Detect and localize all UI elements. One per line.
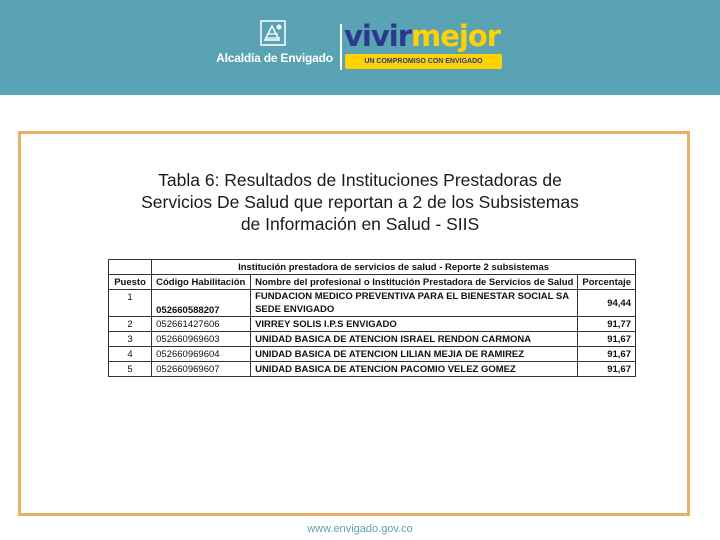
table-row [109,317,636,332]
cell-nombre: UNIDAD BASICA DE ATENCION PACOMIO VELEZ GOMEZ [251,362,578,377]
table-row [109,332,636,347]
cell-puesto: 3 [109,332,152,347]
cell-codigo: 052660588207 [152,290,251,317]
vivir-word: vivir [344,19,411,53]
caption-spacer [109,260,152,275]
table-row [109,362,636,377]
cell-puesto: 1 [109,290,152,317]
cell-puesto: 5 [109,362,152,377]
cell-nombre: FUNDACION MEDICO PREVENTIVA PARA EL BIENESTAR SOCIAL SA SEDE ENVIGADO [251,290,578,317]
vivir-mejor-logo [344,20,504,72]
results-table [108,259,636,377]
cell-nombre: UNIDAD BASICA DE ATENCION LILIAN MEJIA DE RAMIREZ [251,347,578,362]
col-header-codigo: Código Habilitación [152,275,251,290]
cell-nombre: VIRREY SOLIS I.P.S ENVIGADO [251,317,578,332]
table-caption-row [109,260,636,275]
logo-tagline: UN COMPROMISO CON ENVIGADO [345,54,502,69]
col-header-nombre: Nombre del profesional o Institución Prestadora de Servicios de Salud [251,275,578,290]
title-line-3: de Información en Salud - SIIS [240,214,480,234]
col-header-porcentaje: Porcentaje [578,275,636,290]
cell-porcentaje: 91,67 [578,362,636,377]
footer-url[interactable]: www.envigado.gov.co [307,523,413,535]
cell-porcentaje: 91,67 [578,347,636,362]
logo-divider [340,24,342,70]
alcaldia-text: Alcaldía de Envigado [216,51,333,65]
cell-puesto: 2 [109,317,152,332]
table-caption: Institución prestadora de servicios de salud - Reporte 2 subsistemas [152,260,636,275]
alcaldia-logo [212,18,337,73]
cell-codigo: 052661427606 [152,317,251,332]
table-title [70,169,650,235]
table-header-row [109,275,636,290]
cell-porcentaje: 94,44 [578,290,636,317]
cell-codigo: 052660969604 [152,347,251,362]
title-line-2: Servicios De Salud que reportan a 2 de los Subsistemas [141,192,579,212]
header-banner [0,0,720,95]
cell-codigo: 052660969607 [152,362,251,377]
col-header-puesto: Puesto [109,275,152,290]
cell-codigo: 052660969603 [152,332,251,347]
table-row [109,347,636,362]
cell-puesto: 4 [109,347,152,362]
cell-porcentaje: 91,67 [578,332,636,347]
cell-porcentaje: 91,77 [578,317,636,332]
crest-icon [260,20,286,46]
vivir-mejor-wordmark [344,20,504,52]
mejor-word: mejor [411,19,501,53]
cell-nombre: UNIDAD BASICA DE ATENCION ISRAEL RENDON CARMONA [251,332,578,347]
title-line-1: Tabla 6: Resultados de Instituciones Prestadoras de [158,170,562,190]
table-row [109,290,636,317]
